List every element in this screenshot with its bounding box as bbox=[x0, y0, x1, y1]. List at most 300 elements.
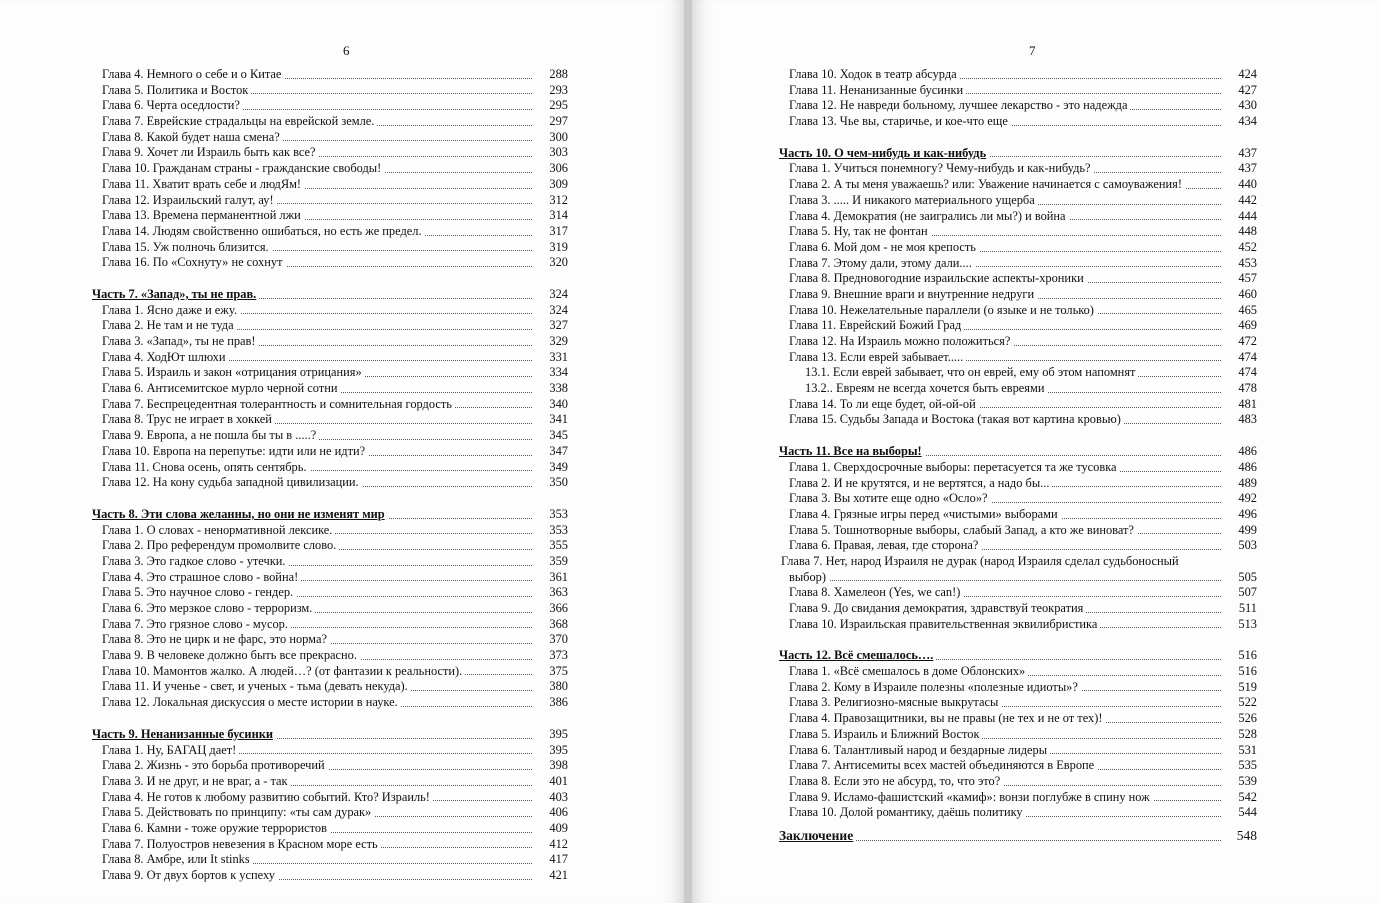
toc-entry bbox=[92, 177, 572, 193]
toc-entry-page: 507 bbox=[1238, 585, 1257, 600]
toc-entry-page: 542 bbox=[1238, 789, 1257, 804]
toc-entry-page: 327 bbox=[549, 318, 568, 333]
toc-entry-page: 548 bbox=[1236, 827, 1257, 843]
toc-entry-title-wrap bbox=[789, 570, 1221, 586]
toc-entry-title: Глава 11. Хватит врать себе и людЯм! bbox=[102, 177, 304, 191]
toc-entry-title-wrap bbox=[102, 601, 532, 617]
toc-entry-page: 474 bbox=[1238, 349, 1257, 364]
toc-entry-page: 427 bbox=[1238, 82, 1257, 97]
toc-entry bbox=[779, 507, 1261, 523]
toc-entry-title: 13.1. Если еврей забывает, что он еврей, ему об этом напомнят bbox=[805, 365, 1138, 379]
toc-entry-title: Глава 14. То ли еще будет, ой-ой-ой bbox=[789, 397, 979, 411]
toc-entry-page: 314 bbox=[549, 208, 568, 223]
toc-entry-title: Глава 5. Ну, так не фонтан bbox=[789, 224, 931, 238]
toc-entry-page: 457 bbox=[1238, 271, 1257, 286]
toc-entry bbox=[779, 523, 1261, 539]
toc-entry bbox=[779, 98, 1261, 114]
toc-entry-title: Глава 10. Израильская правительственная эквилибристика bbox=[789, 617, 1100, 631]
toc-entry-page: 437 bbox=[1238, 161, 1257, 176]
toc-entry-title: Глава 1. Ясно даже и ежу. bbox=[102, 303, 240, 317]
toc-entry-title: Глава 9. Европа, а не пошла бы ты в .....? bbox=[102, 428, 319, 442]
toc-entry-title-wrap bbox=[781, 554, 1221, 570]
toc-entry-page: 499 bbox=[1238, 522, 1257, 537]
toc-entry bbox=[92, 852, 572, 868]
toc-entry bbox=[779, 711, 1261, 727]
toc-entry-page: 366 bbox=[549, 601, 568, 615]
toc-entry-page: 293 bbox=[549, 82, 568, 97]
toc-entry-title-wrap bbox=[102, 774, 532, 790]
toc-entry-title: Глава 9. Хочет ли Израиль быть как все? bbox=[102, 145, 319, 159]
toc-entry bbox=[779, 743, 1261, 759]
toc-entry-title-wrap bbox=[789, 114, 1221, 130]
toc-entry-page: 417 bbox=[549, 852, 568, 867]
toc-part-heading bbox=[92, 287, 572, 303]
toc-entry-page: 347 bbox=[549, 443, 568, 458]
toc-entry-title-wrap bbox=[789, 758, 1221, 774]
toc-entry-title: Глава 6. Черта оседлости? bbox=[102, 98, 243, 112]
toc-entry-title-wrap bbox=[789, 350, 1221, 366]
toc-entry-title-wrap bbox=[779, 827, 1221, 845]
toc-entry-page: 345 bbox=[549, 428, 568, 443]
toc-entry-title-wrap bbox=[102, 397, 532, 413]
toc-entry bbox=[92, 397, 572, 413]
toc-entry-title-wrap bbox=[102, 177, 532, 193]
toc-entry bbox=[92, 428, 572, 444]
toc-entry bbox=[92, 460, 572, 476]
left-page bbox=[0, 0, 684, 903]
toc-entry-page: 297 bbox=[549, 114, 568, 129]
toc-entry-page: 319 bbox=[549, 239, 568, 254]
toc-entry-title: Глава 7. Нет, народ Израиля не дурак (народ Израиля сделал судьбоносный bbox=[781, 554, 1182, 568]
toc-entry-title: Глава 7. Еврейские страдальцы на еврейской земле. bbox=[102, 114, 377, 128]
toc-entry bbox=[779, 680, 1261, 696]
toc-entry bbox=[92, 193, 572, 209]
toc-entry bbox=[92, 318, 572, 334]
toc-entry bbox=[92, 444, 572, 460]
toc-entry-title-wrap bbox=[789, 617, 1221, 633]
toc-entry bbox=[92, 554, 572, 570]
toc-entry bbox=[779, 585, 1261, 601]
toc-entry-title: Глава 3. И не друг, и не враг, а - так bbox=[102, 774, 291, 788]
toc-entry-title-wrap bbox=[102, 475, 532, 491]
toc-entry-title: Глава 2. А ты меня уважаешь? или: Уважение начинается с самоуважения! bbox=[789, 177, 1185, 191]
toc-entry-page: 505 bbox=[1238, 569, 1257, 584]
toc-entry bbox=[92, 805, 572, 821]
toc-entry bbox=[92, 695, 572, 711]
toc-entry-title: Глава 9. До свидания демократия, здравствуй теократия bbox=[789, 601, 1086, 615]
toc-entry-page: 437 bbox=[1238, 145, 1257, 160]
toc-entry-title: Глава 8. Амбре, или It stinks bbox=[102, 852, 253, 866]
toc-entry bbox=[92, 585, 572, 601]
toc-entry-title: Глава 5. Израиль и Ближний Восток bbox=[789, 727, 982, 741]
toc-entry-title-wrap bbox=[92, 507, 532, 523]
toc-entry-page: 386 bbox=[549, 695, 568, 710]
toc-entry-title-wrap bbox=[789, 67, 1221, 83]
toc-entry-page: 460 bbox=[1238, 286, 1257, 301]
toc-entry bbox=[779, 209, 1261, 225]
toc-entry bbox=[92, 208, 572, 224]
toc-entry-page: 421 bbox=[549, 868, 568, 882]
toc-entry-title-wrap bbox=[102, 523, 532, 539]
toc-entry-title: Глава 10. Долой романтику, даёшь политику bbox=[789, 805, 1026, 819]
toc-entry-page: 440 bbox=[1238, 177, 1257, 192]
toc-entry-page: 324 bbox=[549, 302, 568, 317]
toc-entry-page: 338 bbox=[549, 381, 568, 396]
toc-entry bbox=[92, 130, 572, 146]
toc-entry-page: 481 bbox=[1238, 396, 1257, 411]
toc-entry-title-wrap bbox=[102, 381, 532, 397]
toc-entry-title: Глава 3. Вы хотите еще одно «Осло»? bbox=[789, 491, 991, 505]
toc-entry-title: Глава 5. Тошнотворные выборы, слабый Запад, а кто же виноват? bbox=[789, 523, 1137, 537]
toc-entry-page: 373 bbox=[549, 648, 568, 663]
toc-entry-title-wrap bbox=[102, 852, 532, 868]
toc-entry bbox=[779, 240, 1261, 256]
toc-entry-title: Глава 7. Это грязное слово - мусор. bbox=[102, 617, 291, 631]
toc-entry-page: 334 bbox=[549, 365, 568, 380]
toc-entry-title: Глава 4. ХодЮт шлюхи bbox=[102, 350, 228, 364]
toc-entry-title-wrap bbox=[92, 287, 532, 303]
toc-entry-title: Глава 10. Ходок в театр абсурда bbox=[789, 67, 960, 81]
toc-entry-page: 486 bbox=[1238, 444, 1257, 459]
section-spacer bbox=[92, 271, 572, 287]
toc-entry-page: 489 bbox=[1238, 475, 1257, 490]
section-spacer bbox=[779, 632, 1261, 648]
toc-entry-page: 430 bbox=[1238, 98, 1257, 113]
toc-entry-title: 13.2.. Евреям не всегда хочется быть евреями bbox=[805, 381, 1047, 395]
toc-entry-page: 395 bbox=[549, 726, 568, 741]
toc-entry-title-wrap bbox=[789, 83, 1221, 99]
toc-entry-title-wrap bbox=[789, 805, 1221, 821]
toc-entry-title-wrap bbox=[102, 837, 532, 853]
toc-entry bbox=[779, 460, 1261, 476]
toc-entry-page: 363 bbox=[549, 585, 568, 600]
toc-entry-title: Глава 4. Не готов к любому развитию событий. Кто? Израиль! bbox=[102, 790, 433, 804]
toc-entry-title: Глава 12. Израильский галут, ау! bbox=[102, 193, 277, 207]
toc-entry bbox=[92, 161, 572, 177]
toc-entry-page: 375 bbox=[549, 663, 568, 678]
toc-entry-title-wrap bbox=[789, 743, 1221, 759]
toc-entry-title: Глава 7. Беспрецедентная толерантность и сомнительная гордость bbox=[102, 397, 455, 411]
toc-entry-title-wrap bbox=[102, 617, 532, 633]
toc-entry-page: 288 bbox=[549, 67, 568, 81]
toc-part-heading bbox=[779, 146, 1261, 162]
toc-entry bbox=[779, 727, 1261, 743]
toc-entry-title-wrap bbox=[789, 538, 1221, 554]
toc-entry-page: 349 bbox=[549, 459, 568, 474]
toc-entry bbox=[92, 240, 572, 256]
toc-entry bbox=[779, 161, 1261, 177]
toc-entry-title: Глава 5. Действовать по принципу: «ты сам дурак» bbox=[102, 805, 374, 819]
toc-entry-page: 359 bbox=[549, 553, 568, 568]
toc-entry-title: Глава 10. Мамонтов жалко. А людей…? (от фантазии к реальности). bbox=[102, 664, 465, 678]
toc-entry-title-wrap bbox=[102, 444, 532, 460]
section-spacer bbox=[92, 491, 572, 507]
toc-entry-title-wrap bbox=[102, 334, 532, 350]
toc-entry-title: Глава 8. Трус не играет в хоккей bbox=[102, 412, 275, 426]
toc-part-heading bbox=[92, 507, 572, 523]
toc-entry-title: Часть 9. Ненанизанные бусинки bbox=[92, 727, 276, 741]
toc-entry bbox=[92, 664, 572, 680]
toc-entry-page: 368 bbox=[549, 616, 568, 631]
toc-entry-title-wrap bbox=[102, 208, 532, 224]
toc-entry bbox=[92, 98, 572, 114]
toc-entry-title-wrap bbox=[102, 303, 532, 319]
toc-entry bbox=[92, 114, 572, 130]
toc-entry bbox=[779, 381, 1261, 397]
toc-entry-title: Глава 6. Мой дом - не моя крепость bbox=[789, 240, 979, 254]
toc-entry-title: Глава 12. Локальная дискуссия о месте истории в науке. bbox=[102, 695, 401, 709]
toc-entry-title-wrap bbox=[789, 695, 1221, 711]
toc-entry-page: 526 bbox=[1238, 711, 1257, 726]
toc-entry-title: Глава 13. Времена перманентной лжи bbox=[102, 208, 304, 222]
toc-entry-title: Глава 3. Это гадкое слово - утечки. bbox=[102, 554, 288, 568]
toc-entry-title: Глава 11. Ненанизанные бусинки bbox=[789, 83, 966, 97]
toc-entry-title-wrap bbox=[789, 727, 1221, 743]
toc-entry-page: 353 bbox=[549, 522, 568, 537]
toc-entry bbox=[779, 83, 1261, 99]
toc-entry-title-wrap bbox=[102, 821, 532, 837]
toc-entry-title: Глава 9. Внешние враги и внутренние недруги bbox=[789, 287, 1037, 301]
toc-list bbox=[779, 67, 1261, 845]
toc-entry-page: 478 bbox=[1238, 381, 1257, 396]
toc-entry-title: Глава 1. Учиться понемногу? Чему-нибудь и как-нибудь? bbox=[789, 161, 1094, 175]
toc-entry-page: 544 bbox=[1238, 805, 1257, 820]
toc-entry-title: Глава 3. ..... И никакого материального ущерба bbox=[789, 193, 1038, 207]
toc-entry-page: 309 bbox=[549, 176, 568, 191]
toc-entry-title-wrap bbox=[789, 271, 1221, 287]
toc-entry-title: Глава 6. Талантливый народ и бездарные лидеры bbox=[789, 743, 1050, 757]
toc-entry-title-wrap bbox=[102, 193, 532, 209]
toc-entry-title: Глава 4. Правозащитники, вы не правы (не тех и не от тех)! bbox=[789, 711, 1105, 725]
toc-entry bbox=[779, 224, 1261, 240]
toc-entry bbox=[779, 412, 1261, 428]
toc-entry bbox=[92, 570, 572, 586]
toc-entry bbox=[92, 255, 572, 271]
toc-entry-title: Глава 2. Жизнь - это борьба противоречий bbox=[102, 758, 328, 772]
toc-entry-title-wrap bbox=[102, 648, 532, 664]
toc-entry-title-wrap bbox=[102, 805, 532, 821]
toc-entry bbox=[779, 114, 1261, 130]
toc-entry bbox=[92, 145, 572, 161]
toc-entry-title: Глава 5. Это научное слово - гендер. bbox=[102, 585, 296, 599]
toc-entry bbox=[92, 303, 572, 319]
toc-part-heading bbox=[779, 444, 1261, 460]
toc-entry-title-wrap bbox=[102, 460, 532, 476]
toc-entry-page: 306 bbox=[549, 161, 568, 176]
toc-entry-title-wrap bbox=[102, 758, 532, 774]
toc-entry-title: Глава 5. Политика и Восток bbox=[102, 83, 251, 97]
toc-entry-page: 519 bbox=[1238, 679, 1257, 694]
toc-entry-title: Глава 12. Не навреди больному, лучшее лекарство - это надежда bbox=[789, 98, 1130, 112]
toc-entry-title: Часть 10. О чем-нибудь и как-нибудь bbox=[779, 146, 989, 160]
toc-entry bbox=[92, 350, 572, 366]
toc-entry-page: 312 bbox=[549, 192, 568, 207]
toc-entry-title-wrap bbox=[102, 428, 532, 444]
toc-entry-title-wrap bbox=[102, 743, 532, 759]
toc-entry-page: 513 bbox=[1238, 616, 1257, 631]
toc-entry bbox=[92, 601, 572, 617]
toc-entry-page: 503 bbox=[1238, 538, 1257, 553]
toc-entry-page: 486 bbox=[1238, 459, 1257, 474]
toc-entry-title-wrap bbox=[779, 146, 1221, 162]
toc-entry-page: 528 bbox=[1238, 726, 1257, 741]
toc-entry-title-wrap bbox=[789, 256, 1221, 272]
toc-entry-title-wrap bbox=[102, 695, 532, 711]
toc-entry-title: Глава 12. На кону судьба западной цивилизации. bbox=[102, 475, 362, 489]
toc-entry-title: Глава 6. Камни - тоже оружие террористов bbox=[102, 821, 330, 835]
toc-entry-title: Глава 7. Антисемиты всех мастей объединяются в Европе bbox=[789, 758, 1097, 772]
toc-entry-page: 341 bbox=[549, 412, 568, 427]
toc-entry-title: Глава 3. Религиозно-мясные выкрутасы bbox=[789, 695, 1001, 709]
toc-entry bbox=[779, 365, 1261, 381]
toc-entry-title-wrap bbox=[789, 774, 1221, 790]
toc-entry-page: 412 bbox=[549, 836, 568, 851]
toc-entry-page: 465 bbox=[1238, 302, 1257, 317]
toc-entry bbox=[779, 664, 1261, 680]
toc-entry-title: Глава 12. На Израиль можно положиться? bbox=[789, 334, 1013, 348]
toc-entry-title-wrap bbox=[102, 224, 532, 240]
toc-entry-title-wrap bbox=[102, 67, 532, 83]
toc-entry-page: 350 bbox=[549, 475, 568, 490]
toc-entry bbox=[779, 397, 1261, 413]
section-spacer bbox=[92, 711, 572, 727]
toc-entry-page: 452 bbox=[1238, 239, 1257, 254]
toc-entry-title-wrap bbox=[789, 507, 1221, 523]
toc-entry bbox=[92, 538, 572, 554]
toc-entry-title: Глава 15. Уж полночь близится. bbox=[102, 240, 272, 254]
toc-entry-title-wrap bbox=[102, 538, 532, 554]
toc-entry bbox=[92, 743, 572, 759]
toc-entry-title: Глава 11. Еврейский Божий Град bbox=[789, 318, 964, 332]
toc-entry-page: 320 bbox=[549, 255, 568, 270]
toc-entry-page: 531 bbox=[1238, 742, 1257, 757]
toc-entry bbox=[779, 350, 1261, 366]
toc-entry-title: Часть 12. Всё смешалось…. bbox=[779, 648, 936, 662]
toc-entry-title-wrap bbox=[789, 161, 1221, 177]
toc-entry-title-wrap bbox=[789, 711, 1221, 727]
toc-entry-title-wrap bbox=[789, 476, 1221, 492]
toc-entry-page: 496 bbox=[1238, 506, 1257, 521]
toc-entry-title-wrap bbox=[789, 240, 1221, 256]
toc-entry-page: 535 bbox=[1238, 758, 1257, 773]
toc-entry-title-wrap bbox=[789, 523, 1221, 539]
toc-entry-title: Глава 1. О словах - ненормативной лексике. bbox=[102, 523, 335, 537]
toc-entry-title-wrap bbox=[789, 680, 1221, 696]
toc-entry-title-wrap bbox=[102, 585, 532, 601]
toc-entry bbox=[92, 837, 572, 853]
toc-entry-title: Глава 9. Исламо-фашистский «камиф»: вонзи поглубже в спину нож bbox=[789, 790, 1153, 804]
section-spacer bbox=[779, 428, 1261, 444]
toc-entry-title: Глава 4. Грязные игры перед «чистыми» выборами bbox=[789, 507, 1061, 521]
toc-entry-title-wrap bbox=[102, 570, 532, 586]
toc-entry bbox=[779, 67, 1261, 83]
toc-entry-title-wrap bbox=[102, 632, 532, 648]
toc-entry-page: 398 bbox=[549, 758, 568, 773]
toc-entry-title: Глава 5. Израиль и закон «отрицания отрицания» bbox=[102, 365, 365, 379]
toc-entry-title: Глава 2. Не там и не туда bbox=[102, 318, 237, 332]
toc-entry-page: 406 bbox=[549, 805, 568, 820]
toc-entry bbox=[92, 648, 572, 664]
toc-entry-title-wrap bbox=[789, 209, 1221, 225]
toc-entry-page: 331 bbox=[549, 349, 568, 364]
toc-entry-title-wrap bbox=[789, 334, 1221, 350]
toc-entry bbox=[92, 758, 572, 774]
right-page bbox=[692, 0, 1381, 903]
toc-conclusion bbox=[779, 827, 1261, 845]
toc-entry-title-wrap bbox=[789, 601, 1221, 617]
toc-entry bbox=[779, 256, 1261, 272]
toc-entry bbox=[92, 224, 572, 240]
toc-entry-title-wrap bbox=[102, 145, 532, 161]
toc-entry-title: Глава 3. «Запад», ты не прав! bbox=[102, 334, 259, 348]
toc-entry-page: 434 bbox=[1238, 114, 1257, 129]
toc-entry-page: 424 bbox=[1238, 67, 1257, 81]
toc-entry-title: Глава 7. Полуостров невезения в Красном море есть bbox=[102, 837, 381, 851]
toc-entry bbox=[92, 381, 572, 397]
toc-entry-title: Глава 10. Европа на перепутье: идти или не идти? bbox=[102, 444, 368, 458]
toc-entry-page: 370 bbox=[549, 632, 568, 647]
toc-entry-title-wrap bbox=[102, 412, 532, 428]
toc-entry-title: Глава 8. Предновогодние израильские аспекты-хроники bbox=[789, 271, 1087, 285]
toc-entry-title: Глава 8. Хамелеон (Yes, we can!) bbox=[789, 585, 963, 599]
toc-entry-title: Глава 1. «Всё смешалось в доме Облонских» bbox=[789, 664, 1028, 678]
toc-entry-page: 401 bbox=[549, 773, 568, 788]
toc-entry bbox=[779, 805, 1261, 821]
toc-entry-title-wrap bbox=[789, 664, 1221, 680]
toc-entry-page: 522 bbox=[1238, 695, 1257, 710]
toc-entry-title-wrap bbox=[789, 193, 1221, 209]
toc-entry-title: Глава 4. Это страшное слово - война! bbox=[102, 570, 301, 584]
toc-entry bbox=[779, 476, 1261, 492]
toc-entry-title: Глава 6. Это мерзкое слово - терроризм. bbox=[102, 601, 315, 615]
toc-entry-title-wrap bbox=[102, 114, 532, 130]
toc-entry-title: Глава 13. Чье вы, старичье, и кое-что еще bbox=[789, 114, 1011, 128]
toc-entry-title: выбор) bbox=[789, 570, 829, 584]
toc-entry bbox=[779, 617, 1261, 633]
toc-entry-page: 353 bbox=[549, 506, 568, 521]
toc-entry-title-wrap bbox=[805, 381, 1221, 397]
toc-entry-page: 303 bbox=[549, 145, 568, 160]
toc-entry bbox=[92, 821, 572, 837]
toc-entry-title-wrap bbox=[92, 727, 532, 743]
toc-entry bbox=[779, 790, 1261, 806]
section-spacer bbox=[779, 130, 1261, 146]
toc-entry-title-wrap bbox=[102, 664, 532, 680]
toc-entry-title: Часть 11. Все на выборы! bbox=[779, 444, 925, 458]
toc-entry-page: 395 bbox=[549, 742, 568, 757]
toc-entry-title: Глава 4. Немного о себе и о Китае bbox=[102, 67, 284, 81]
toc-entry-title-wrap bbox=[102, 350, 532, 366]
toc-entry bbox=[92, 365, 572, 381]
toc-entry-title-wrap bbox=[102, 83, 532, 99]
toc-entry bbox=[779, 193, 1261, 209]
toc-entry-title-wrap bbox=[789, 397, 1221, 413]
toc-entry-title-wrap bbox=[789, 460, 1221, 476]
toc-entry-title: Часть 8. Эти слова желанны, но они не изменят мир bbox=[92, 507, 388, 521]
toc-entry-title: Заключение bbox=[779, 828, 856, 843]
toc-entry-title: Глава 1. Ну, БАГАЦ дает! bbox=[102, 743, 239, 757]
toc-entry-title-wrap bbox=[779, 444, 1221, 460]
toc-entry-title-wrap bbox=[789, 177, 1221, 193]
toc-entry-title-wrap bbox=[805, 365, 1221, 381]
toc-entry-page: 403 bbox=[549, 789, 568, 804]
toc-entry-title-wrap bbox=[102, 161, 532, 177]
toc-entry-title: Глава 2. И не крутятся, и не вертятся, а надо бы... bbox=[789, 476, 1052, 490]
toc-entry-title: Глава 16. По «Сохнуту» не сохнут bbox=[102, 255, 286, 269]
toc-entry-page: 448 bbox=[1238, 224, 1257, 239]
toc-entry-title-wrap bbox=[789, 318, 1221, 334]
toc-entry-page: 300 bbox=[549, 129, 568, 144]
